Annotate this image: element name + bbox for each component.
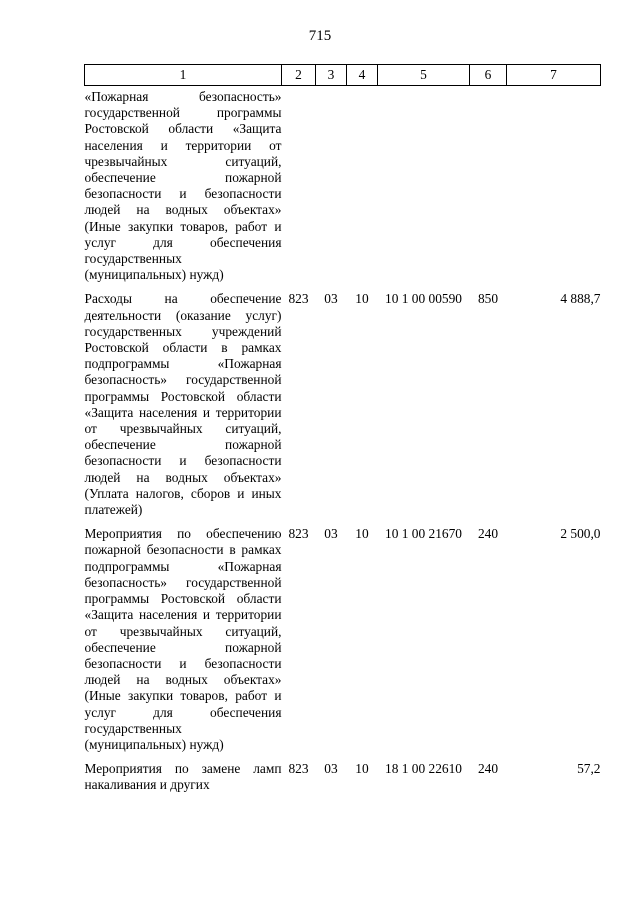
header-col-3: 3 xyxy=(316,65,347,86)
row-amount: 4 888,7 xyxy=(560,291,601,307)
table-row xyxy=(85,86,601,292)
row-amount: 2 500,0 xyxy=(560,526,601,542)
row-expense-type: 240 xyxy=(477,761,499,777)
row-subsection xyxy=(347,86,378,292)
page-number: 715 xyxy=(308,28,332,44)
budget-table xyxy=(84,64,601,802)
table-row xyxy=(85,761,601,801)
row-section xyxy=(316,86,347,292)
row-section: 03 xyxy=(324,761,338,777)
header-col-4: 4 xyxy=(347,65,378,86)
row-target-article: 18 1 00 22610 xyxy=(385,761,462,777)
row-expense-type xyxy=(470,86,507,292)
row-ministry-code xyxy=(282,86,316,292)
table-row xyxy=(85,291,601,526)
row-subsection: 10 xyxy=(355,761,369,777)
row-expense-type: 850 xyxy=(477,291,499,307)
row-ministry-code: 823 xyxy=(288,291,309,307)
row-subsection: 10 xyxy=(355,291,369,307)
row-expense-type: 240 xyxy=(477,526,499,542)
row-name: Расходы на обеспечение деятельности (оказание услуг) государственных учреждений Ростовской области в рамках подпрограммы «Пожарная безопасность» государственной программы Ростовской области «Защита населения и территории от чрезвычайных ситуаций, обеспечение пожарной безопасности и безопасности людей на водных объектах» (Уплата налогов, сборов и иных платежей) xyxy=(84,291,282,518)
row-amount: 57,2 xyxy=(577,761,601,777)
row-name: «Пожарная безопасность» государственной программы Ростовской области «Защита населения и территории от чрезвычайных ситуаций, обеспечение пожарной безопасности и безопасности людей на водных объектах» (Иные закупки товаров, работ и услуг для обеспечения государственных (муниципальных) нужд) xyxy=(84,89,282,283)
header-row xyxy=(85,65,601,86)
row-section: 03 xyxy=(324,526,338,542)
table-row xyxy=(85,526,601,761)
row-ministry-code: 823 xyxy=(288,526,309,542)
row-subsection: 10 xyxy=(355,526,369,542)
row-target-article xyxy=(378,86,470,292)
header-col-2: 2 xyxy=(282,65,316,86)
row-amount xyxy=(507,86,601,292)
header-col-6: 6 xyxy=(470,65,507,86)
header-col-5: 5 xyxy=(378,65,470,86)
row-ministry-code: 823 xyxy=(288,761,309,777)
row-target-article: 10 1 00 00590 xyxy=(385,291,462,307)
header-col-1: 1 xyxy=(85,65,282,86)
row-name: Мероприятия по замене ламп накаливания и других xyxy=(84,761,282,793)
row-section: 03 xyxy=(324,291,338,307)
header-col-7: 7 xyxy=(507,65,601,86)
row-target-article: 10 1 00 21670 xyxy=(385,526,462,542)
row-name: Мероприятия по обеспечению пожарной безопасности в рамках подпрограммы «Пожарная безопасность» государственной программы Ростовской области «Защита населения и территории от чрезвычайных ситуаций, обеспечение пожарной безопасности и безопасности людей на водных объектах» (Иные закупки товаров, работ и услуг для обеспечения государственных (муниципальных) нужд) xyxy=(84,526,282,752)
